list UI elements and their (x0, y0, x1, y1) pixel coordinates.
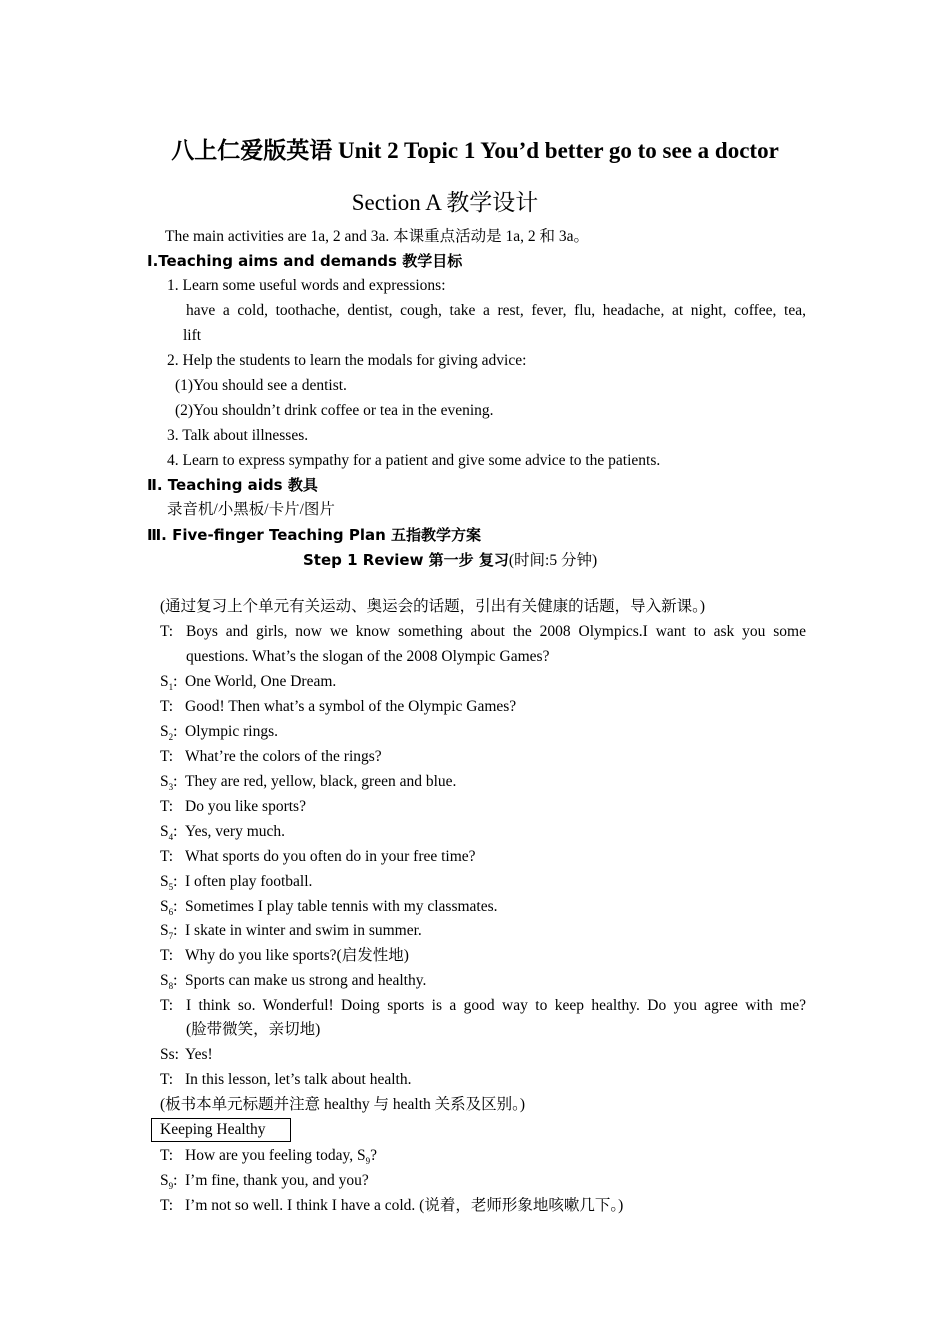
dialog-speaker: T: (160, 1197, 174, 1214)
board-title-box: Keeping Healthy (151, 1118, 291, 1142)
dialog-speaker: $S_2$: (160, 723, 178, 743)
dialog-speaker: T: (160, 947, 174, 964)
dialog-row (160, 847, 476, 867)
dialog-line: (脸带微笑，亲切地) (186, 1021, 321, 1038)
dialog-line: questions. What’s the slogan of the 2008 Olympic Games? (186, 648, 550, 665)
dialog-line: Yes! (185, 1046, 213, 1063)
dialog-row (160, 946, 409, 966)
dialog-speaker: $S_1$: (160, 673, 178, 693)
teaching-aids-list: 录音机/小黑板/卡片/图片 (167, 501, 335, 518)
dialog-line: Yes, very much. (185, 823, 286, 840)
aim-item-1: 1. Learn some useful words and expressions: (167, 277, 446, 294)
dialog-line: Boys and girls, now we know something about the 2008 Olympics.I want to ask you some (186, 623, 806, 640)
dialog-line: I think so. Wonderful! Doing sports is a good way to keep healthy. Do you agree with me? (186, 997, 806, 1014)
dialog-line: Do you like sports? (185, 798, 306, 815)
dialog-line: One World, One Dream. (185, 673, 337, 690)
step-time: (时间:5 分钟) (508, 552, 598, 569)
dialog-line: What’re the colors of the rings? (185, 748, 382, 765)
document-subtitle: Section A 教学设计 (351, 190, 539, 215)
dialog-speaker: $S_6$: (160, 898, 178, 918)
vocab-line-1: have a cold, toothache, dentist, cough, take a rest, fever, flu, headache, at night, coffee, tea, (186, 302, 806, 319)
dialog-row (160, 1171, 369, 1196)
dialog-row (160, 822, 285, 847)
dialog-line: I’m fine, thank you, and you? (185, 1172, 369, 1189)
aim-subitem-1: (1)You should see a dentist. (175, 377, 347, 394)
dialog-line: I often play football. (185, 873, 313, 890)
dialog-speaker: $S_7$: (160, 922, 178, 942)
aim-item-3: 3. Talk about illnesses. (167, 427, 309, 444)
dialog-line: They are red, yellow, black, green and blue. (185, 773, 457, 790)
dialog-speaker: T: (160, 1147, 174, 1164)
dialog-line: Good! Then what’s a symbol of the Olympic Games? (185, 698, 517, 715)
dialog-row (160, 797, 306, 817)
dialog-line: I skate in winter and swim in summer. (185, 922, 422, 939)
section-heading-aims: Ⅰ.Teaching aims and demands 教学目标 (147, 252, 463, 270)
dialog-speaker: T: (160, 997, 174, 1014)
board-note: (板书本单元标题并注意 healthy 与 health 关系及区别。) (160, 1096, 526, 1113)
dialog-row (160, 747, 382, 767)
dialog-row (160, 672, 336, 697)
aim-item-2: 2. Help the students to learn the modals for giving advice: (167, 352, 527, 369)
aim-subitem-2: (2)You shouldn’t drink coffee or tea in the evening. (175, 402, 494, 419)
dialog-line: Sometimes I play table tennis with my classmates. (185, 898, 498, 915)
document-title: 八上仁爱版英语 Unit 2 Topic 1 You’d better go to see a doctor (171, 138, 779, 163)
dialog-speaker: Ss: (160, 1046, 179, 1063)
dialog-speaker: $S_3$: (160, 773, 178, 793)
section-heading-plan: Ⅲ. Five-finger Teaching Plan 五指教学方案 (147, 526, 482, 544)
dialog-line: I’m not so well. I think I have a cold. (说着，老师形象地咳嗽几下。) (185, 1197, 624, 1214)
dialog-row (160, 921, 422, 946)
vocab-line-2: lift (183, 327, 202, 344)
section-heading-aids: Ⅱ. Teaching aids 教具 (147, 476, 318, 494)
dialog-line: Why do you like sports?(启发性地) (185, 947, 409, 964)
dialog-line: In this lesson, let’s talk about health. (185, 1071, 412, 1088)
dialog-row (160, 697, 516, 717)
dialog-row (160, 1196, 623, 1216)
dialog-speaker: $S_4$: (160, 823, 178, 843)
step-title: Step 1 Review 第一步 复习 (303, 551, 509, 569)
dialog-speaker: T: (160, 698, 174, 715)
dialog-line: What sports do you often do in your free time? (185, 848, 476, 865)
dialog-row (160, 1045, 213, 1065)
dialog-line: Sports can make us strong and healthy. (185, 972, 427, 989)
aim-item-4: 4. Learn to express sympathy for a patient and give some advice to the patients. (167, 452, 661, 469)
dialog-line: Olympic rings. (185, 723, 278, 740)
dialog-speaker: $S_5$: (160, 873, 178, 893)
dialog-row (160, 772, 456, 797)
dialog-speaker: T: (160, 1071, 174, 1088)
dialog-speaker: T: (160, 798, 174, 815)
dialog-row (160, 722, 278, 747)
dialog-line: How are you feeling today, $S_9$? (185, 1147, 378, 1167)
dialog-speaker: T: (160, 848, 174, 865)
dialog-speaker: $S_9$: (160, 1172, 178, 1192)
step-heading (303, 550, 597, 571)
dialog-speaker: $S_8$: (160, 972, 178, 992)
dialog-row (160, 1146, 377, 1171)
dialog-speaker: T: (160, 623, 174, 640)
dialog-row (160, 1070, 411, 1090)
step-note: (通过复习上个单元有关运动、奥运会的话题，引出有关健康的话题，导入新课。) (160, 598, 706, 615)
dialog-row (160, 872, 312, 897)
dialog-row (160, 897, 498, 922)
intro-line: The main activities are 1a, 2 and 3a. 本课重点活动是 1a, 2 和 3a。 (165, 228, 589, 245)
dialog-row (160, 971, 426, 996)
dialog-speaker: T: (160, 748, 174, 765)
